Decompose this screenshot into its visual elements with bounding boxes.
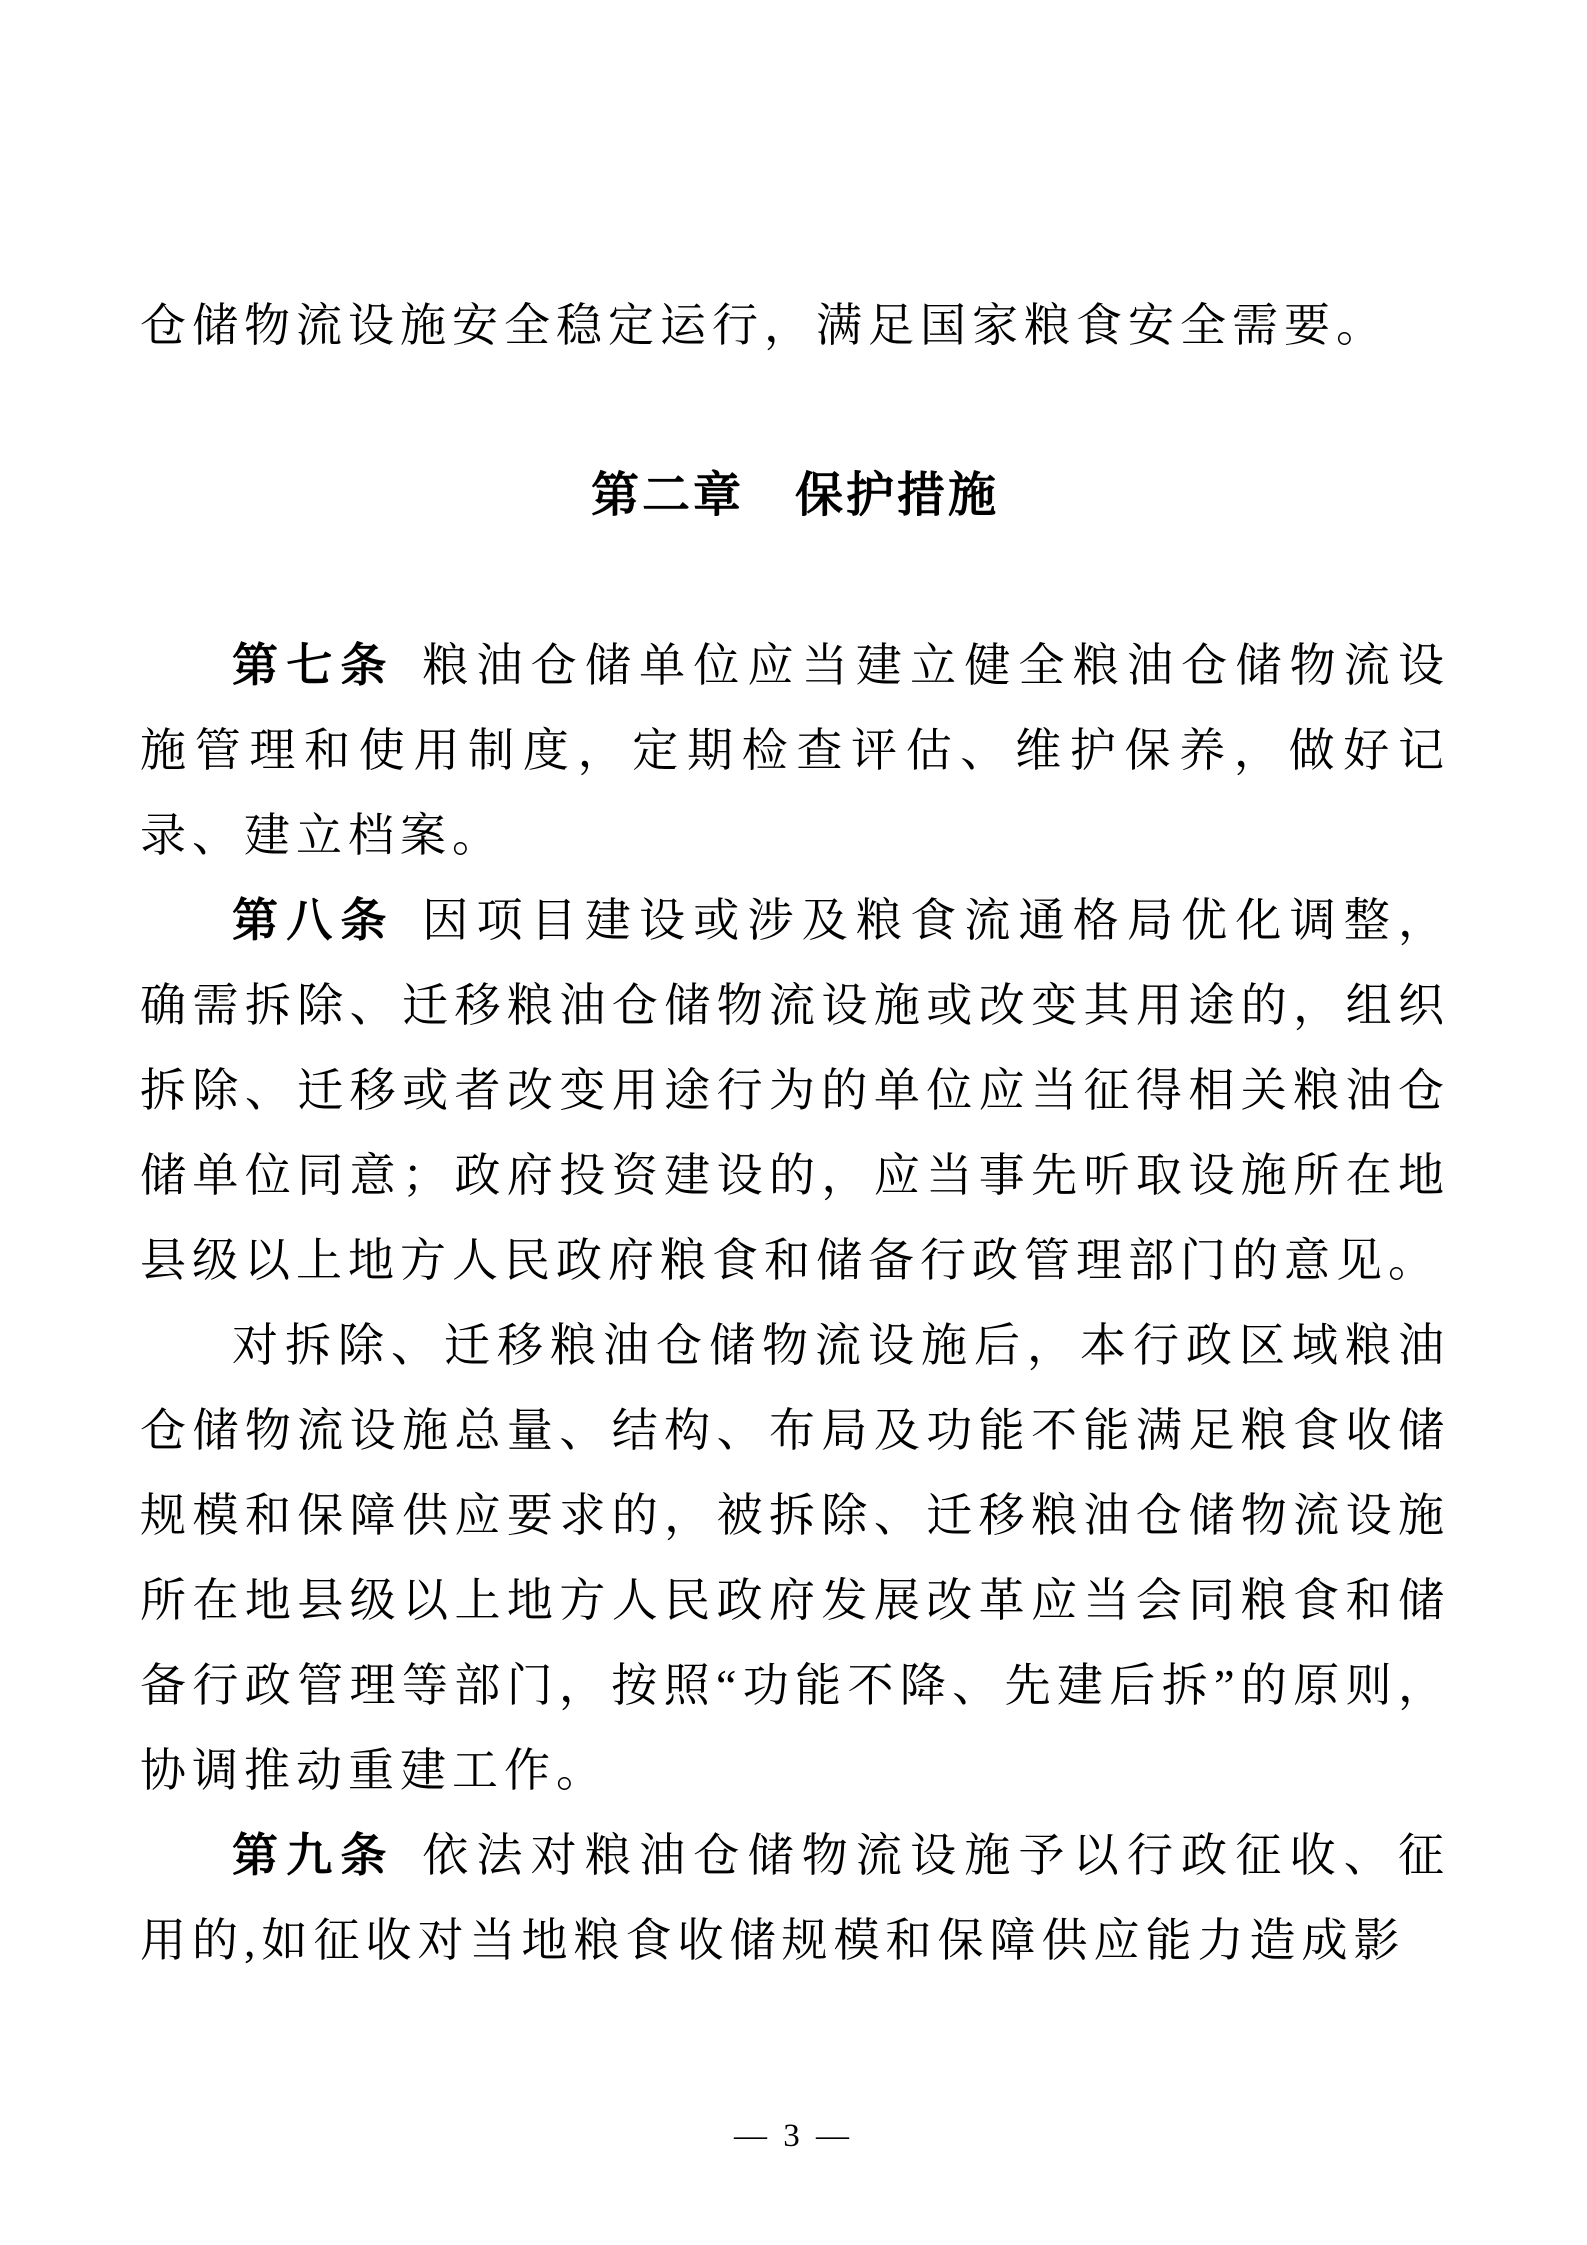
page-number: — 3 — — [734, 2118, 853, 2154]
continuation-paragraph: 仓储物流设施安全稳定运行，满足国家粮食安全需要。 — [140, 300, 1388, 351]
article-text: 对拆除、迁移粮油仓储物流设施后，本行政区域粮油仓储物流设施总量、结构、布局及功能不能满足粮食收储规模和保障供应要求的，被拆除、迁移粮油仓储物流设施所在地县级以上地方人民政府发展改革应当会同粮食和储备行政管理等部门，按照“功能不降、先建后拆”的原则，协调推动重建工作。 — [140, 1320, 1450, 1796]
article-number: 第九条 — [232, 1829, 395, 1881]
page-content — [140, 283, 1450, 1983]
article-paragraph — [140, 878, 1450, 1303]
article-paragraph — [140, 1303, 1450, 1813]
article-number: 第七条 — [232, 639, 395, 691]
article-text: 因项目建设或涉及粮食流通格局优化调整，确需拆除、迁移粮油仓储物流设施或改变其用途的，组织拆除、迁移或者改变用途行为的单位应当征得相关粮油仓储单位同意；政府投资建设的，应当事先听取设施所在地县级以上地方人民政府粮食和储备行政管理部门的意见。 — [140, 895, 1451, 1286]
article-text: 粮油仓储单位应当建立健全粮油仓储物流设施管理和使用制度，定期检查评估、维护保养，做好记录、建立档案。 — [140, 640, 1451, 861]
article-number: 第八条 — [232, 894, 395, 946]
article-paragraphs — [140, 623, 1450, 1983]
article-paragraph — [140, 623, 1450, 878]
article-text: 依法对粮油仓储物流设施予以行政征收、征用的,如征收对当地粮食收储规模和保障供应能力造成影 — [140, 1830, 1451, 1966]
chapter-heading: 第二章 保护措施 — [590, 469, 999, 522]
article-paragraph — [140, 1813, 1450, 1983]
